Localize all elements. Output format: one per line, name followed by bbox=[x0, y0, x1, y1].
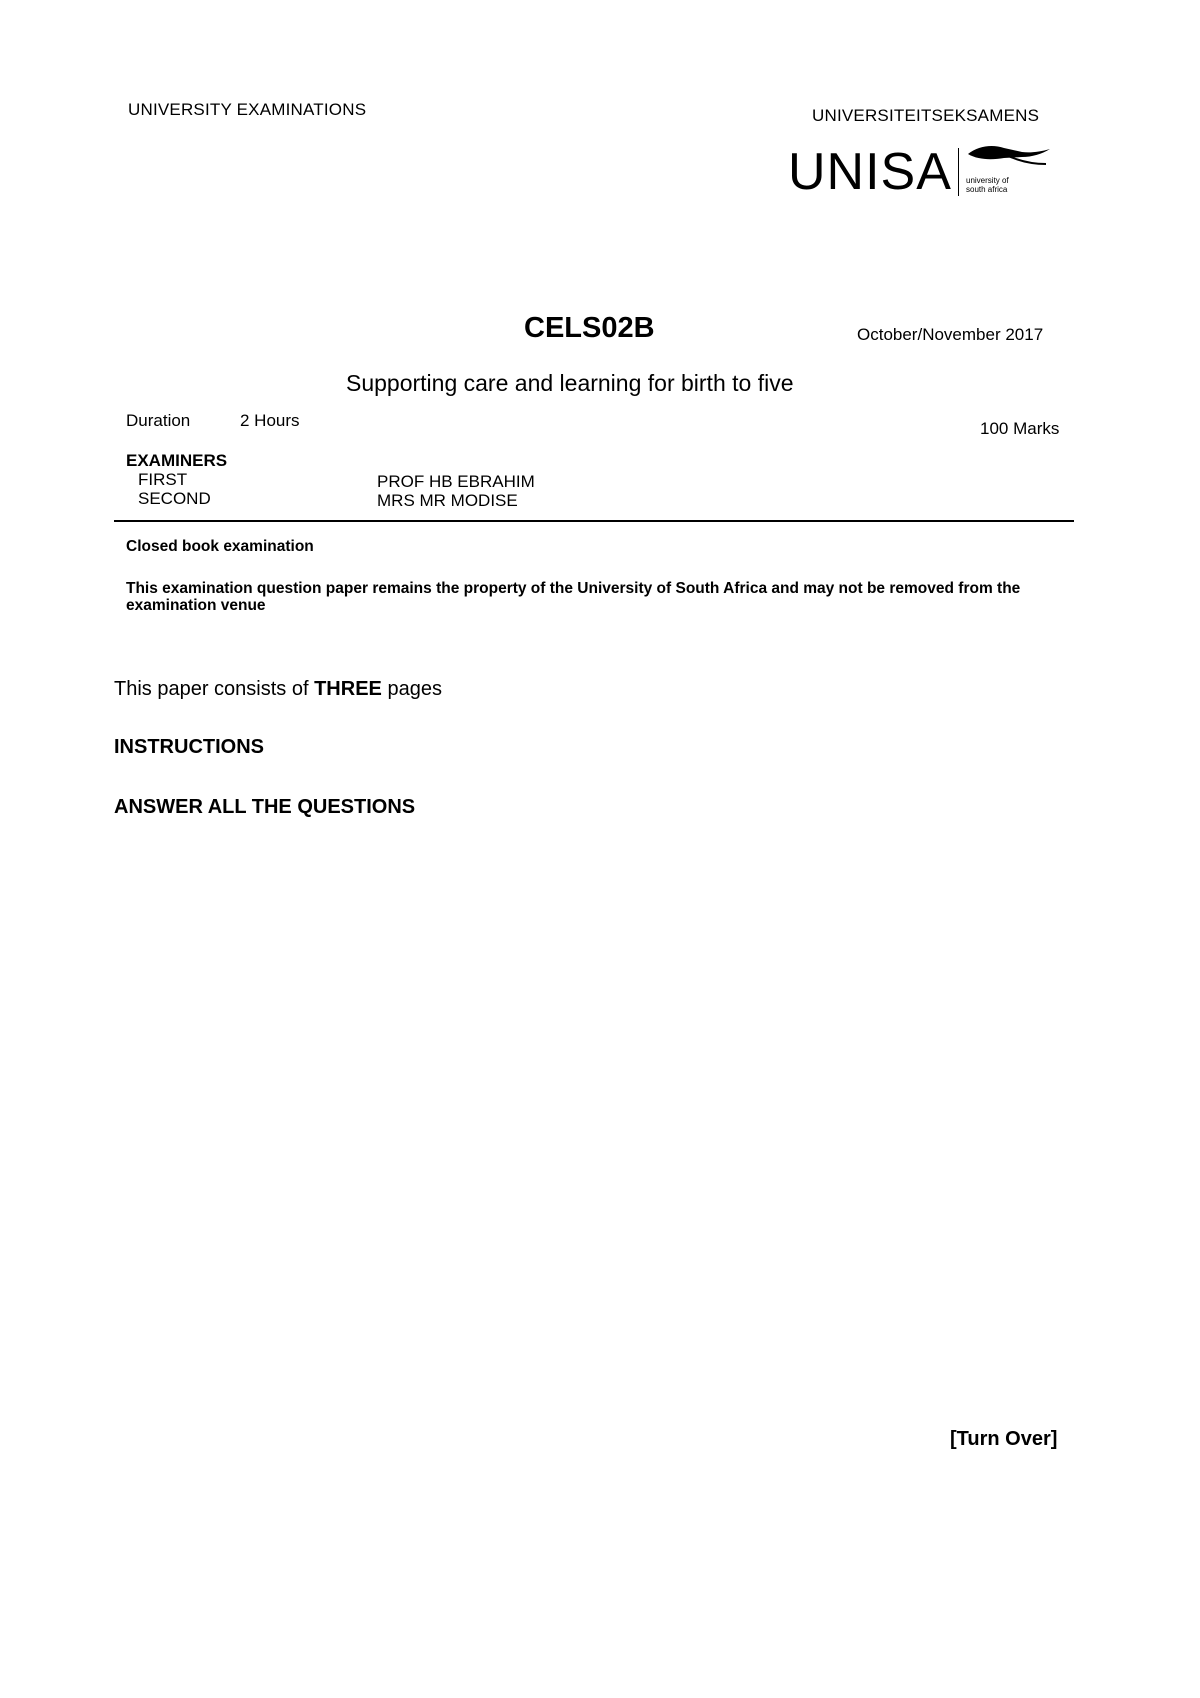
course-code: CELS02B bbox=[524, 312, 655, 344]
first-examiner-label: FIRST bbox=[138, 470, 188, 489]
pages-suffix: pages bbox=[381, 678, 442, 700]
header-universiteitseksamens: UNIVERSITEITSEKSAMENS bbox=[812, 106, 1040, 125]
examiners-heading: EXAMINERS bbox=[126, 451, 228, 470]
pages-count: THREE bbox=[314, 678, 382, 700]
bird-icon bbox=[964, 140, 1054, 174]
first-examiner-name: PROF HB EBRAHIM bbox=[377, 472, 535, 491]
pages-statement bbox=[114, 678, 442, 701]
property-note: This examination question paper remains the property of the University of South Africa and may not be removed from the examination venue bbox=[126, 580, 1021, 614]
logo-divider bbox=[958, 148, 959, 196]
logo-wordmark: UNISA bbox=[788, 143, 952, 201]
logo-subtext: university of south africa bbox=[966, 176, 1009, 194]
separator-rule bbox=[114, 520, 1074, 522]
duration-label: Duration bbox=[126, 411, 191, 430]
total-marks: 100 Marks bbox=[980, 419, 1060, 438]
unisa-logo bbox=[788, 143, 952, 201]
header-university-examinations: UNIVERSITY EXAMINATIONS bbox=[128, 100, 367, 119]
closed-book-note: Closed book examination bbox=[126, 538, 314, 555]
second-examiner-label: SECOND bbox=[138, 489, 211, 508]
instructions-heading: INSTRUCTIONS bbox=[114, 736, 264, 758]
turn-over: [Turn Over] bbox=[950, 1428, 1058, 1450]
pages-prefix: This paper consists of bbox=[114, 678, 315, 700]
second-examiner-name: MRS MR MODISE bbox=[377, 491, 518, 510]
subject-title: Supporting care and learning for birth to five bbox=[346, 370, 794, 396]
answer-all-instruction: ANSWER ALL THE QUESTIONS bbox=[114, 796, 416, 818]
exam-session: October/November 2017 bbox=[857, 325, 1044, 344]
duration-value: 2 Hours bbox=[240, 411, 300, 430]
